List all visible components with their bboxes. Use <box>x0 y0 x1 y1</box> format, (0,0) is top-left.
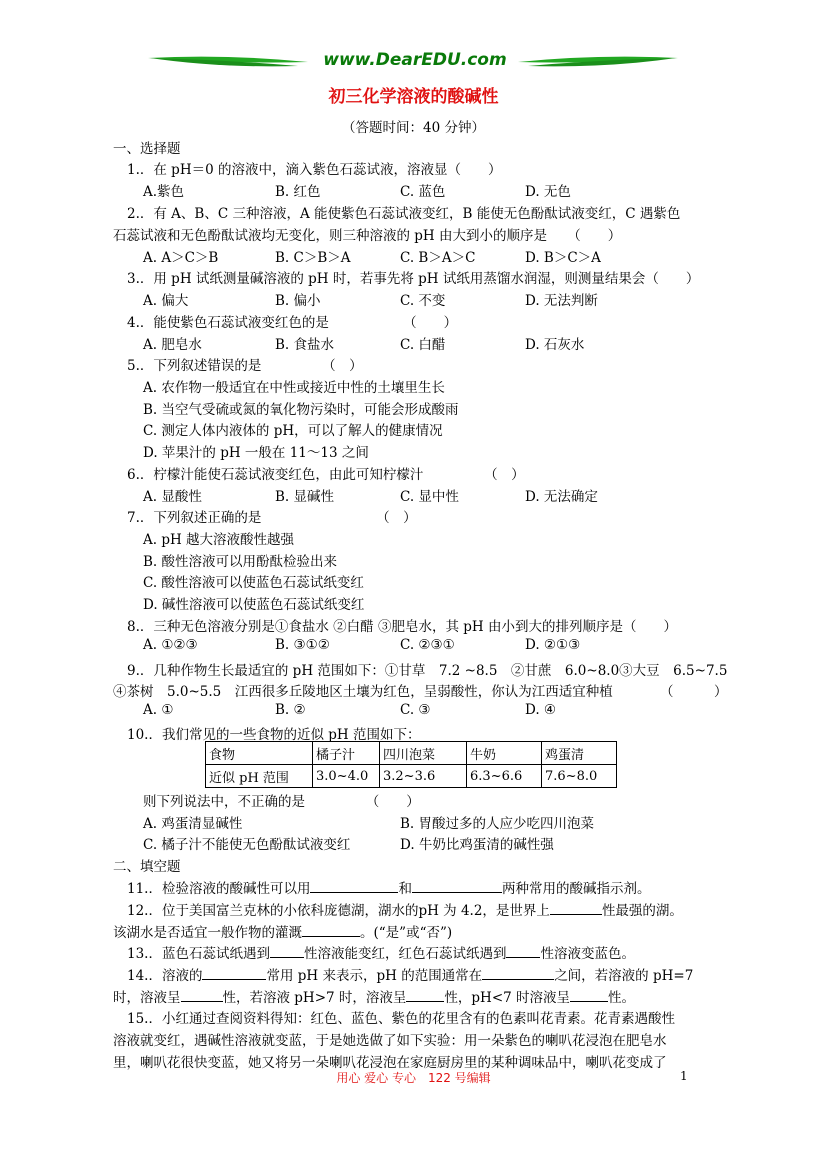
q13-line <box>127 942 635 962</box>
q4-option-a: A. 肥皂水 <box>143 337 202 353</box>
q14-blank-5[interactable] <box>570 988 608 1002</box>
q14-line1 <box>127 964 693 984</box>
q1-option-b: B. 红色 <box>275 184 321 200</box>
q5-option-d: D. 苹果汁的 pH 一般在 11～13 之间 <box>143 445 369 461</box>
q11-blank-2[interactable] <box>412 879 502 893</box>
q14-text: 性，pH<7 时溶液呈 <box>444 990 571 1006</box>
q6-option-d: D. 无法确定 <box>525 489 598 505</box>
table-row <box>206 742 617 765</box>
q2-option-b: B. C＞B＞A <box>275 250 351 266</box>
table-row <box>206 765 617 788</box>
q4-stem: 4.．能使紫色石蕊试液变红色的是 （ ） <box>127 315 458 331</box>
footer-text: 用心 爱心 专心 122 号编辑 <box>336 1071 491 1085</box>
q1-option-d: D. 无色 <box>525 184 571 200</box>
q1-option-a: A.紫色 <box>143 184 185 200</box>
q10-option-c: C. 橘子汁不能使无色酚酞试液变红 <box>143 837 351 853</box>
q13-blank-2[interactable] <box>506 944 540 958</box>
q12-line2 <box>113 921 452 941</box>
q12-blank-1[interactable] <box>550 901 602 915</box>
table-cell: 橘子汁 <box>313 742 380 765</box>
q7-option-d: D. 碱性溶液可以使蓝色石蕊试纸变红 <box>143 597 365 613</box>
q5-option-a: A. 农作物一般适宜在中性或接近中性的土壤里生长 <box>143 380 445 396</box>
q2-option-d: D. B＞C＞A <box>525 250 601 266</box>
section-fill-heading: 二、填空题 <box>113 859 181 875</box>
q9-option-c: C. ③ <box>400 702 431 718</box>
site-url: www.DearEDU.com <box>323 50 507 70</box>
q6-option-b: B. 显碱性 <box>275 489 335 505</box>
q10-sub-stem: 则下列说法中，不正确的是 （ ） <box>143 794 420 810</box>
q10-option-b: B. 胃酸过多的人应少吃四川泡菜 <box>400 816 595 832</box>
q6-stem: 6.．柠檬汁能使石蕊试液变红色，由此可知柠檬汁 （ ） <box>127 467 525 483</box>
table-cell: 食物 <box>206 742 313 765</box>
q12-text: 。(“是”或“否”) <box>360 925 453 941</box>
q14-text: 14.．溶液的 <box>127 968 203 984</box>
q3-option-a: A. 偏大 <box>143 293 189 309</box>
q13-text: 性溶液能变红，红色石蕊试纸遇到 <box>303 946 507 962</box>
q2-stem-line2: 石蕊试液和无色酚酞试液均无变化，则三种溶液的 pH 由大到小的顺序是 （ ） <box>113 228 622 244</box>
q3-option-d: D. 无法判断 <box>525 293 598 309</box>
q7-stem: 7.．下列叙述正确的是 （ ） <box>127 510 417 526</box>
q14-blank-3[interactable] <box>181 988 223 1002</box>
q9-stem-line1: 9.．几种作物生长最适宜的 pH 范围如下：①甘草 7.2 ~8.5 ②甘蔗 6.0~8.0③大豆 6.5~7.5 <box>127 663 728 679</box>
q9-option-a: A. ① <box>143 702 174 718</box>
answer-time: （答题时间：40 分钟） <box>342 120 485 136</box>
q15-line2: 溶液就变红，遇碱性溶液就变蓝，于是她选做了如下实验：用一朵紫色的喇叭花浸泡在肥皂水 <box>113 1033 667 1049</box>
q13-blank-1[interactable] <box>270 944 304 958</box>
q14-text: 时，溶液呈 <box>113 990 181 1006</box>
q11-text: 和 <box>398 881 412 897</box>
q8-option-b: B. ③①② <box>275 637 330 653</box>
q14-blank-1[interactable] <box>202 966 266 980</box>
page-number: 1 <box>680 1069 688 1083</box>
q4-option-b: B. 食盐水 <box>275 337 335 353</box>
q15-line3: 里，喇叭花很快变蓝，她又将另一朵喇叭花浸泡在家庭厨房里的某种调味品中，喇叭花变成了 <box>113 1055 667 1071</box>
q3-option-b: B. 偏小 <box>275 293 321 309</box>
q14-text: 性，若溶液 pH>7 时，溶液呈 <box>222 990 407 1006</box>
q5-option-c: C. 测定人体内液体的 pH，可以了解人的健康情况 <box>143 423 443 439</box>
ph-table <box>205 741 617 788</box>
q11-text: 11.．检验溶液的酸碱性可以用 <box>127 881 311 897</box>
section-choice-heading: 一、选择题 <box>113 141 181 157</box>
q10-option-a: A. 鸡蛋清显碱性 <box>143 816 243 832</box>
table-cell: 3.0~4.0 <box>313 765 380 788</box>
q14-text: 性。 <box>608 990 636 1006</box>
q5-stem: 5.．下列叙述错误的是 （ ） <box>127 358 363 374</box>
q5-option-b: B. 当空气受硫或氮的氧化物污染时，可能会形成酸雨 <box>143 402 459 418</box>
q4-option-d: D. 石灰水 <box>525 337 585 353</box>
table-cell: 近似 pH 范围 <box>206 765 313 788</box>
q8-option-c: C. ②③① <box>400 637 455 653</box>
q12-text: 12.．位于美国富兰克林的小依科庞德湖，湖水的pH 为 4.2，是世界上 <box>127 903 550 919</box>
q9-stem-line2: ④茶树 5.0~5.5 江西很多丘陵地区土壤为红色，呈弱酸性，你认为江西适宜种植 （ ） <box>113 684 728 700</box>
q2-option-a: A. A＞C＞B <box>143 250 219 266</box>
q12-line1 <box>127 899 683 919</box>
q11-line <box>127 877 650 897</box>
q3-option-c: C. 不变 <box>400 293 446 309</box>
table-cell: 6.3~6.6 <box>467 765 542 788</box>
q13-text: 性溶液变蓝色。 <box>540 946 635 962</box>
q8-option-a: A. ①②③ <box>143 637 198 653</box>
q14-text: 之间，若溶液的 pH=7 <box>554 968 694 984</box>
q14-blank-2[interactable] <box>482 966 554 980</box>
q7-option-a: A. pH 越大溶液酸性越强 <box>143 532 295 548</box>
q7-option-b: B. 酸性溶液可以用酚酞检验出来 <box>143 554 338 570</box>
q12-blank-2[interactable] <box>302 923 360 937</box>
q8-stem: 8.．三种无色溶液分别是①食盐水 ②白醋 ③肥皂水，其 pH 由小到大的排列顺序是（ ） <box>127 619 677 635</box>
q2-stem-line1: 2.．有 A、B、C 三种溶液，A 能使紫色石蕊试液变红，B 能使无色酚酞试液变红，C 遇紫色 <box>127 206 681 222</box>
table-cell: 牛奶 <box>467 742 542 765</box>
q15-line1: 15.．小红通过查阅资料得知：红色、蓝色、紫色的花里含有的色素叫花青素。花青素遇酸性 <box>127 1011 675 1027</box>
q11-text: 两种常用的酸碱指示剂。 <box>501 881 651 897</box>
q11-blank-1[interactable] <box>310 879 398 893</box>
q14-line2 <box>113 986 635 1006</box>
q7-option-c: C. 酸性溶液可以使蓝色石蕊试纸变红 <box>143 575 364 591</box>
q6-option-a: A. 显酸性 <box>143 489 202 505</box>
q8-option-d: D. ②①③ <box>525 637 581 653</box>
q6-option-c: C. 显中性 <box>400 489 459 505</box>
q12-text: 性最强的湖。 <box>601 903 683 919</box>
page-title: 初三化学溶液的酸碱性 <box>328 87 499 107</box>
q10-stem: 10.．我们常见的一些食物的近似 pH 范围如下： <box>127 727 421 743</box>
q4-option-c: C. 白醋 <box>400 337 446 353</box>
table-cell: 鸡蛋清 <box>542 742 617 765</box>
q9-option-d: D. ④ <box>525 702 557 718</box>
q3-stem: 3.．用 pH 试纸测量碱溶液的 pH 时，若事先将 pH 试纸用蒸馏水润湿，则测量结果会（ ） <box>127 271 700 287</box>
q1-stem: 1.．在 pH＝0 的溶液中，滴入紫色石蕊试液，溶液显（ ） <box>127 162 502 178</box>
q12-text: 该湖水是否适宜一般作物的灌溉 <box>113 925 302 941</box>
q14-text: 常用 pH 来表示，pH 的范围通常在 <box>266 968 483 984</box>
q10-option-d: D. 牛奶比鸡蛋清的碱性强 <box>400 837 554 853</box>
q1-option-c: C. 蓝色 <box>400 184 446 200</box>
q13-text: 13.．蓝色石蕊试纸遇到 <box>127 946 270 962</box>
table-cell: 3.2~3.6 <box>380 765 467 788</box>
table-cell: 7.6~8.0 <box>542 765 617 788</box>
q2-option-c: C. B＞A＞C <box>400 250 476 266</box>
table-cell: 四川泡菜 <box>380 742 467 765</box>
q14-blank-4[interactable] <box>406 988 444 1002</box>
q9-option-b: B. ② <box>275 702 306 718</box>
